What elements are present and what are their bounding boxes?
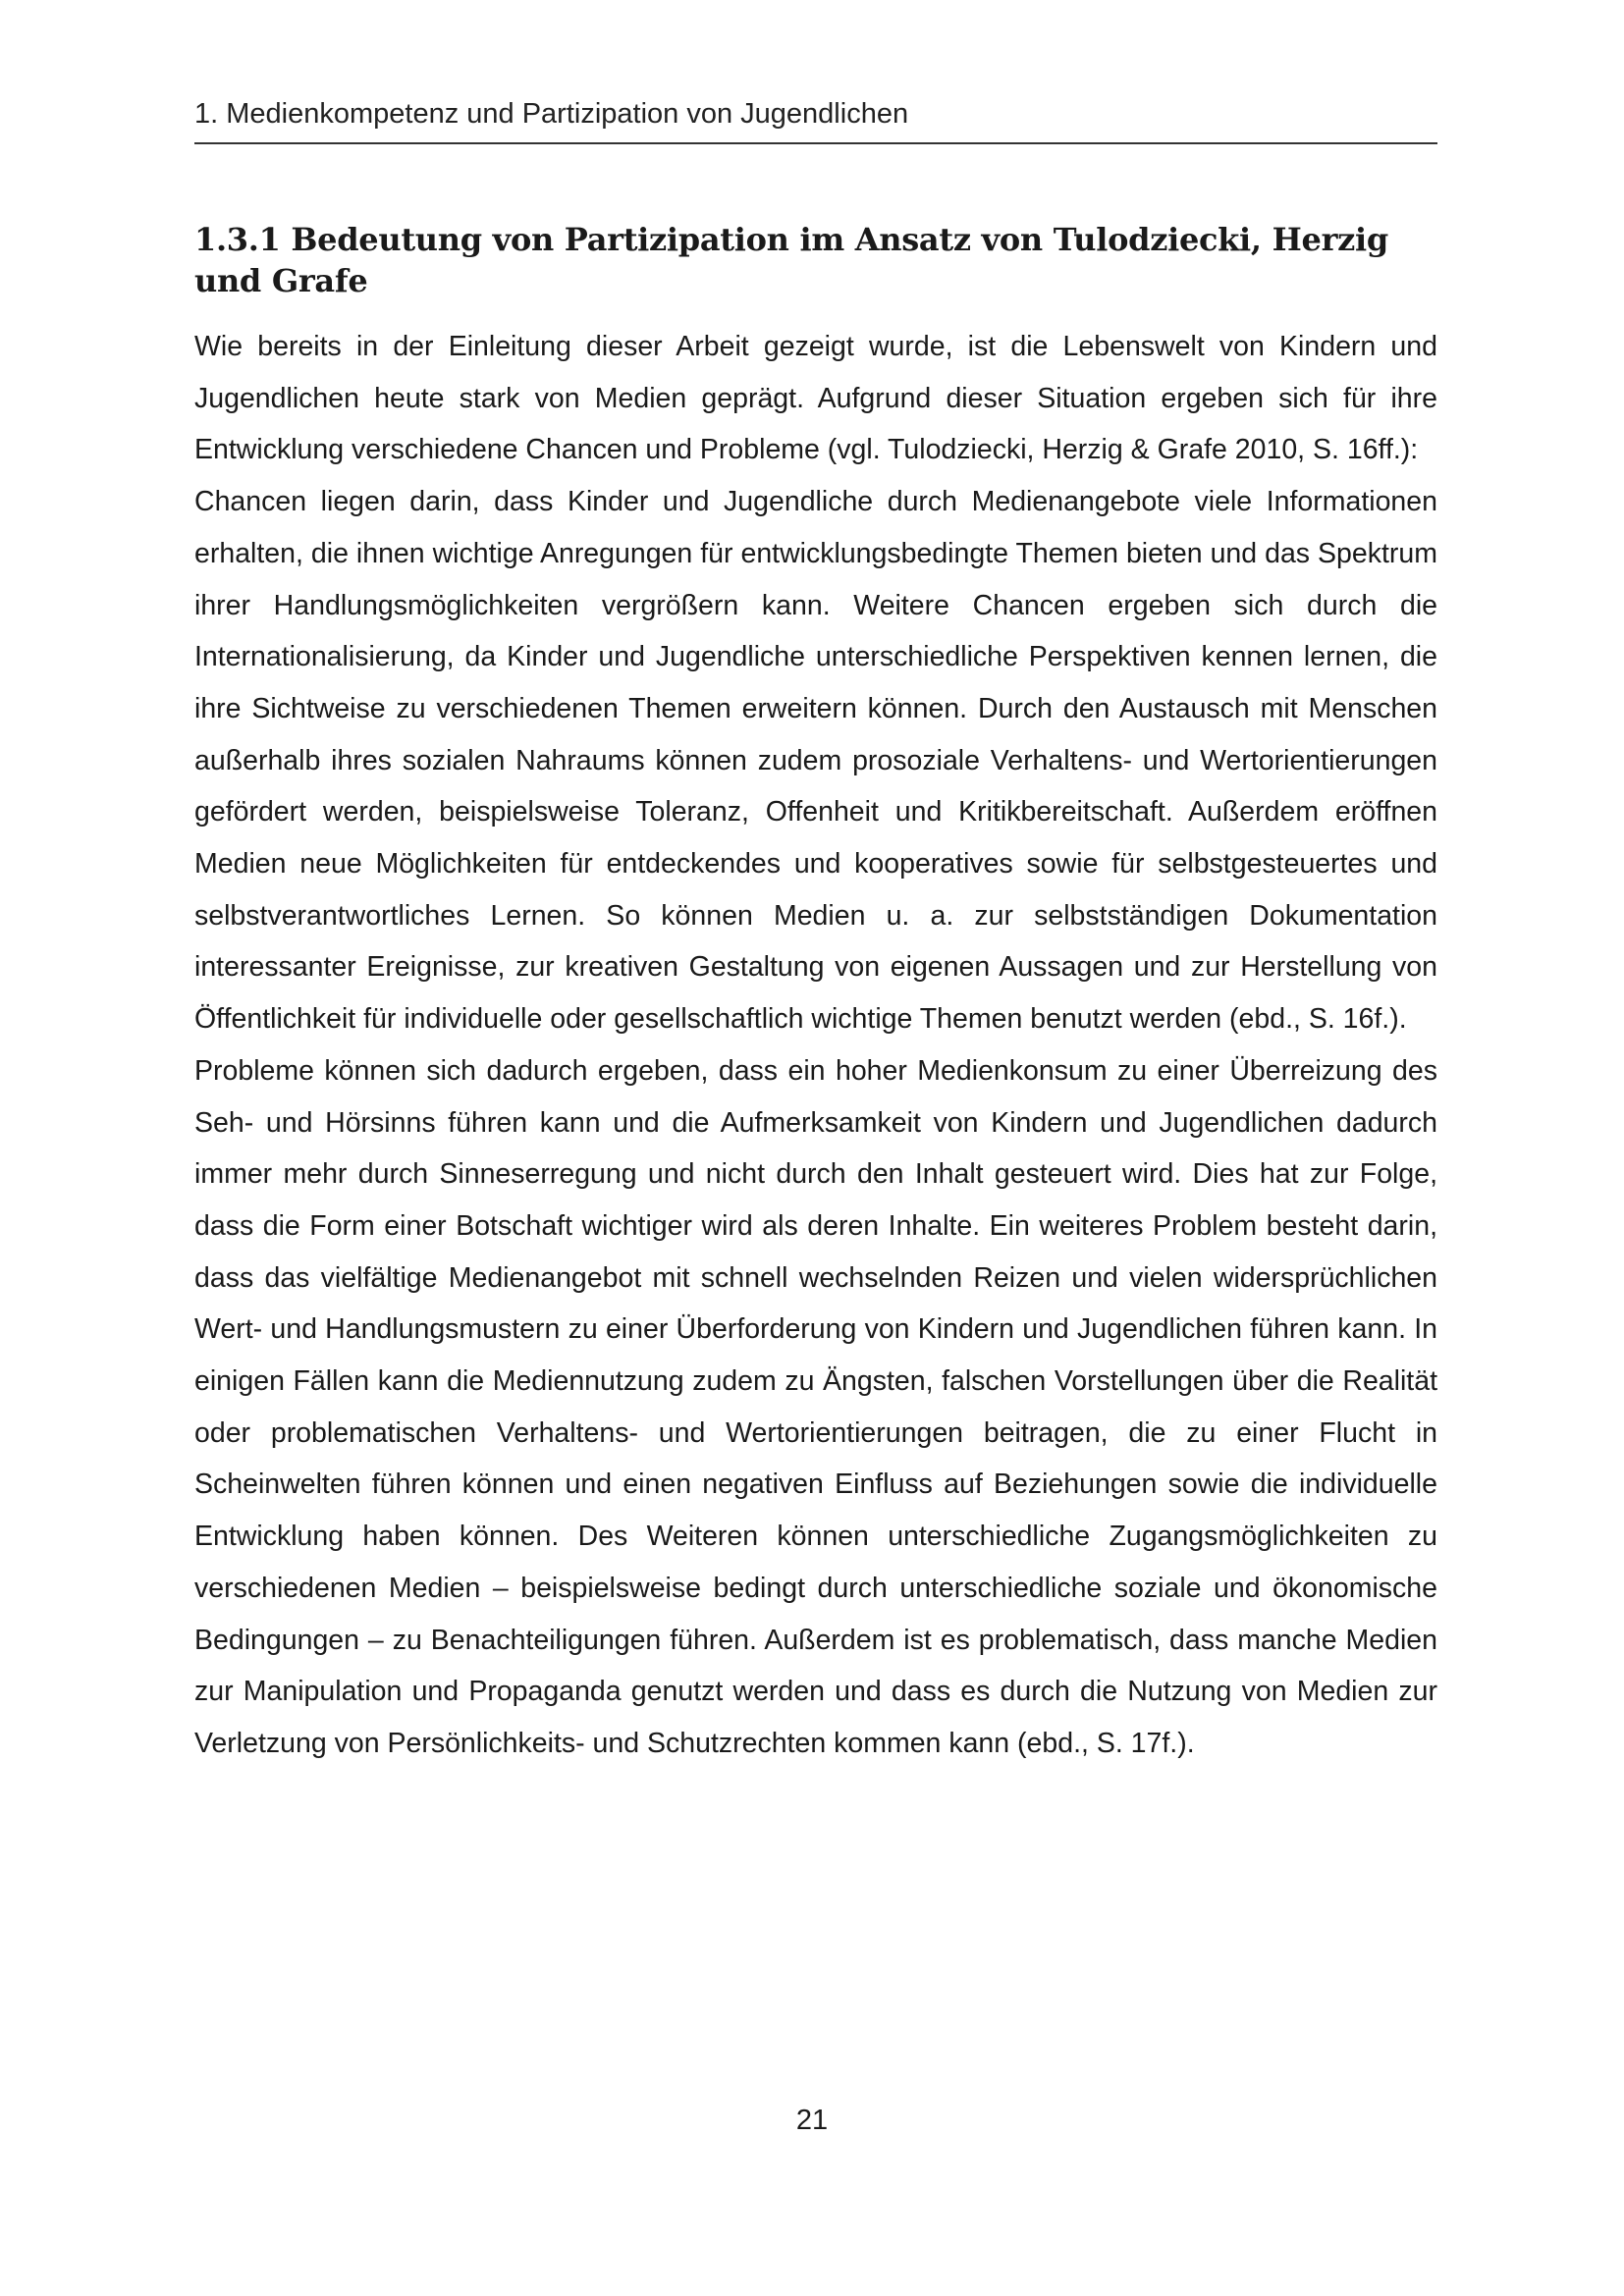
body-text [194, 321, 1437, 1770]
section-heading: 1.3.1 Bedeutung von Partizipation im Ansatz von Tulodziecki, Herzig und Grafe [194, 220, 1388, 299]
header-rule [194, 142, 1437, 144]
paragraph-chances: Chancen liegen darin, dass Kinder und Jugendliche durch Medienangebote viele Informationen erhalten, die ihnen wichtige Anregungen für entwicklungsbedingte Themen bieten und das Spektrum ihrer Handlungsmöglichkeiten vergrößern kann. Weitere Chancen ergeben sich durch die Internationalisierung, da Kinder und Jugendliche unterschiedliche Perspektiven kennen lernen, die ihre Sichtweise zu verschiedenen Themen erweitern können. Durch den Austausch mit Menschen außerhalb ihres sozialen Nahraums können zudem prosoziale Verhaltens- und Wertorientierungen gefördert werden, beispielsweise Toleranz, Offenheit und Kritikbereitschaft. Außerdem eröffnen Medien neue Möglichkeiten für entdeckendes und kooperatives sowie für selbstgesteuertes und selbstverantwortliches Lernen. So können Medien u. a. zur selbstständigen Dokumentation interessanter Ereignisse, zur kreativen Gestaltung von eigenen Aussagen und zur Herstellung von Öffentlichkeit für individuelle oder gesellschaftlich wichtige Themen benutzt werden (ebd., S. 16f.). [194, 486, 1437, 1036]
paragraph-intro: Wie bereits in der Einleitung dieser Arbeit gezeigt wurde, ist die Lebenswelt von Kindern und Jugendlichen heute stark von Medien geprägt. Aufgrund dieser Situation ergeben sich für ihre Entwicklung verschiedene Chancen und Probleme (vgl. Tulodziecki, Herzig & Grafe 2010, S. 16ff.): [194, 331, 1437, 466]
paragraph-problems: Probleme können sich dadurch ergeben, dass ein hoher Medienkonsum zu einer Überreizung des Seh- und Hörsinns führen kann und die Aufmerksamkeit von Kindern und Jugendlichen dadurch immer mehr durch Sinneserregung und nicht durch den Inhalt gesteuert wird. Dies hat zur Folge, dass die Form einer Botschaft wichtiger wird als deren Inhalte. Ein weiteres Problem besteht darin, dass das vielfältige Medienangebot mit schnell wechselnden Reizen und vielen widersprüchlichen Wert- und Handlungsmustern zu einer Überforderung von Kindern und Jugendlichen führen kann. In einigen Fällen kann die Mediennutzung zudem zu Ängsten, falschen Vorstellungen über die Realität oder problematischen Verhaltens- und Wertorientierungen beitragen, die zu einer Flucht in Scheinwelten führen können und einen negativen Einfluss auf Beziehungen sowie die individuelle Entwicklung haben können. Des Weiteren können unterschiedliche Zugangsmöglichkeiten zu verschiedenen Medien – beispielsweise bedingt durch unterschiedliche soziale und ökonomische Bedingungen – zu Benachteiligungen führen. Außerdem ist es problematisch, dass manche Medien zur Manipulation und Propaganda genutzt werden und dass es durch die Nutzung von Medien zur Verletzung von Persönlichkeits- und Schutzrechten kommen kann (ebd., S. 17f.). [194, 1054, 1437, 1759]
page-number: 21 [795, 2105, 829, 2136]
running-header: 1. Medienkompetenz und Partizipation von Jugendlichen [194, 98, 909, 130]
